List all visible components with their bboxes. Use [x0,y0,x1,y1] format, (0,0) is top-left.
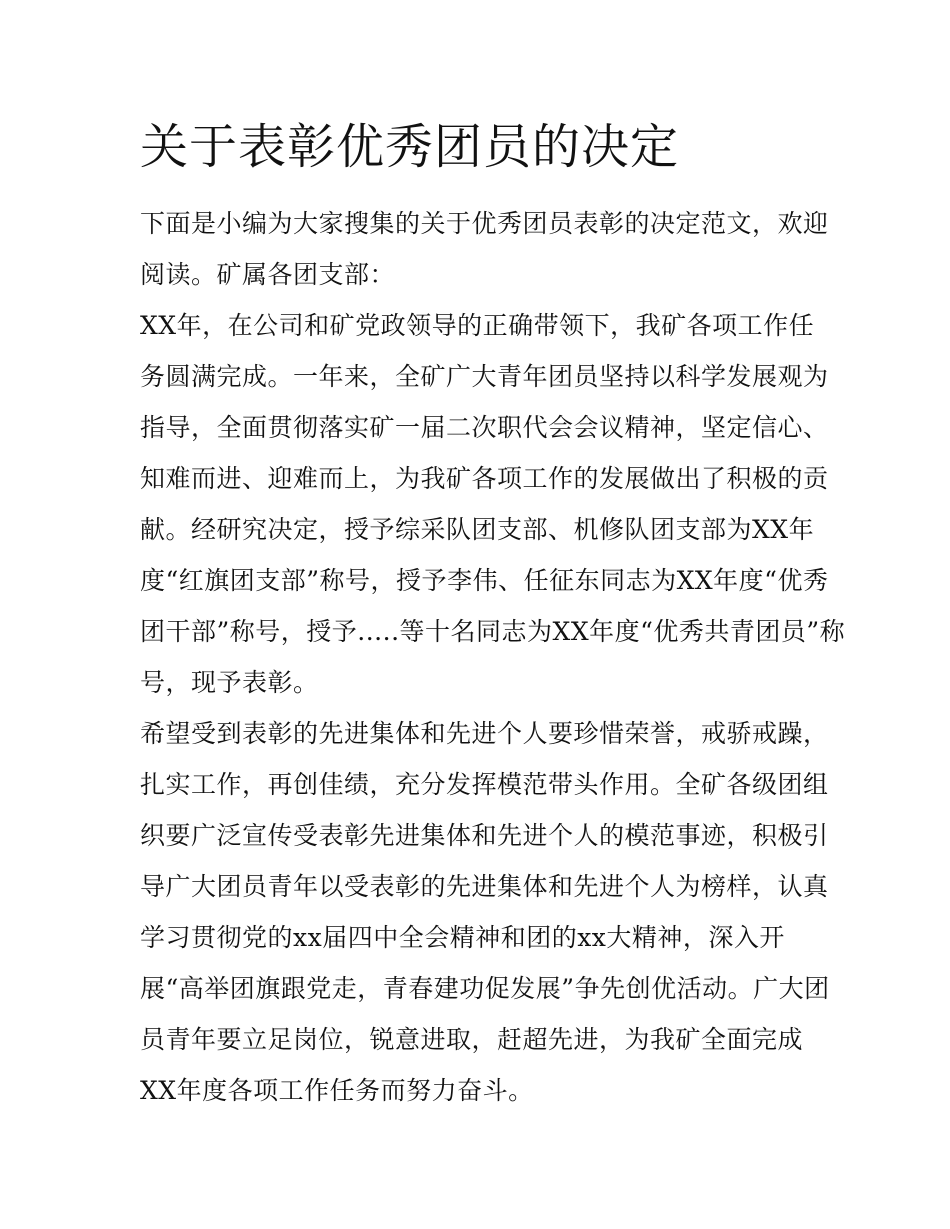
body-line: 织要广泛宣传受表彰先进集体和先进个人的模范事迹，积极引 [140,821,829,850]
body-line: 下面是小编为大家搜集的关于优秀团员表彰的决定范文，欢迎 [140,209,829,238]
body-line: 知难而进、迎难而上，为我矿各项工作的发展做出了积极的贡 [140,464,829,493]
document-body [140,198,846,1116]
body-line: 团干部”称号，授予.....等十名同志为XX年度“优秀共青团员”称 [140,617,846,646]
document-title: 关于表彰优秀团员的决定 [140,119,680,175]
body-line: 学习贯彻党的xx届四中全会精神和团的xx大精神，深入开 [140,923,785,952]
body-line: 阅读。矿属各团支部： [140,260,396,289]
body-line: 扎实工作，再创佳绩，充分发挥模范带头作用。全矿各级团组 [140,770,829,799]
body-line: 员青年要立足岗位，锐意进取，赶超先进，为我矿全面完成 [140,1025,804,1054]
body-line: XX年，在公司和矿党政领导的正确带领下，我矿各项工作任 [140,311,815,340]
body-line: 号，现予表彰。 [140,668,319,697]
body-line: 献。经研究决定，授予综采队团支部、机修队团支部为XX年 [140,515,815,544]
body-line: 度“红旗团支部”称号，授予李伟、任征东同志为XX年度“优秀 [140,566,829,595]
body-line: 希望受到表彰的先进集体和先进个人要珍惜荣誉，戒骄戒躁， [140,719,829,748]
body-line: 导广大团员青年以受表彰的先进集体和先进个人为榜样，认真 [140,872,829,901]
body-line: 指导，全面贯彻落实矿一届二次职代会会议精神，坚定信心、 [140,413,829,442]
body-line: 务圆满完成。一年来，全矿广大青年团员坚持以科学发展观为 [140,362,829,391]
body-line: 展“高举团旗跟党走，青春建功促发展”争先创优活动。广大团 [140,974,830,1003]
body-line: XX年度各项工作任务而努力奋斗。 [140,1076,534,1105]
